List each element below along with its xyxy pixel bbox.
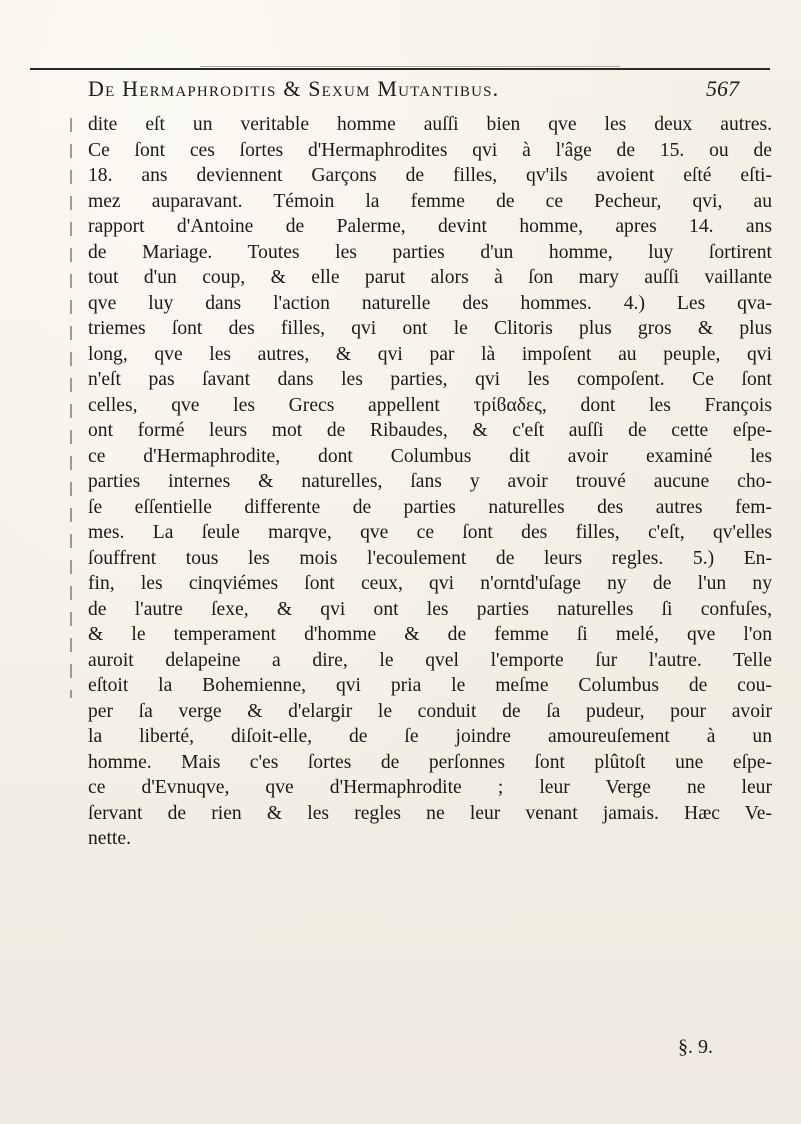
text-line: fin, les cinqviémes ſont ceux, qvi n'orntd'uſage ny de l'un ny (88, 573, 772, 594)
text-line: auroit delapeine a dire, le qvel l'emporte ſur l'autre. Telle (88, 649, 772, 671)
top-border-rule (30, 68, 770, 70)
text-line: per ſa verge & d'elargir le conduit de ſa pudeur, pour avoir (88, 700, 772, 722)
body-text (88, 112, 772, 852)
text-line: & le temperament d'homme & de femme ſi melé, qve l'on (88, 624, 772, 645)
text-line: n'eſt pas ſavant dans les parties, qvi les compoſent. Ce ſont (88, 369, 772, 390)
text-line: ont formé leurs mot de Ribaudes, & c'eſt auſſi de cette eſpe- (88, 420, 772, 441)
text-line: la liberté, diſoit-elle, de ſe joindre amoureuſement à un (88, 726, 772, 747)
text-line: 18. ans deviennent Garçons de filles, qv'ils avoient eſté eſti- (88, 165, 772, 186)
left-margin-shadow (70, 118, 72, 698)
text-line: celles, qve les Grecs appellent τρίϐαδες, dont les François (88, 394, 772, 416)
text-line: tout d'un coup, & elle parut alors à ſon mary auſſi vaillante (88, 267, 772, 288)
text-line: triemes ſont des filles, qvi ont le Clitoris plus gros & plus (88, 318, 772, 339)
text-line: parties internes & naturelles, ſans y avoir trouvé aucune cho- (88, 471, 772, 492)
text-line: eſtoit la Bohemienne, qvi pria le meſme Columbus de cou- (88, 675, 772, 696)
text-line: dite eſt un veritable homme auſſi bien qve les deux autres. (88, 114, 772, 135)
running-head: De Hermaphroditis & Sexum Mutantibus. (88, 76, 500, 101)
page-number: 567 (706, 76, 739, 101)
top-border-rule-faint (200, 66, 620, 67)
text-line: ſouffrent tous les mois l'ecoulement de leurs regles. 5.) En- (88, 547, 772, 569)
catchword: §. 9. (678, 1036, 713, 1058)
text-line: qve luy dans l'action naturelle des hommes. 4.) Les qva- (88, 292, 772, 314)
text-line: homme. Mais c'es ſortes de perſonnes ſont plûtoſt une eſpe- (88, 751, 772, 773)
text-line: mez auparavant. Témoin la femme de ce Pecheur, qvi, au (88, 190, 772, 212)
text-line: de l'autre ſexe, & qvi ont les parties naturelles ſi confuſes, (88, 598, 772, 620)
text-line: Ce ſont ces ſortes d'Hermaphrodites qvi à l'âge de 15. ou de (88, 139, 772, 161)
page-header (60, 74, 780, 108)
text-line: ce d'Hermaphrodite, dont Columbus dit avoir examiné les (88, 445, 772, 467)
text-line: ſervant de rien & les regles ne leur venant jamais. Hæc Ve- (88, 802, 772, 824)
text-line: long, qve les autres, & qvi par là impoſent au peuple, qvi (88, 343, 772, 365)
text-line: nette. (88, 828, 131, 849)
text-line: de Mariage. Toutes les parties d'un homme, luy ſortirent (88, 241, 772, 263)
text-line: ce d'Evnuqve, qve d'Hermaphrodite ; leur Verge ne leur (88, 777, 772, 798)
text-line: rapport d'Antoine de Palerme, devint homme, apres 14. ans (88, 216, 772, 237)
text-line: mes. La ſeule marqve, qve ce ſont des filles, c'eſt, qv'elles (88, 522, 772, 543)
text-line: ſe eſſentielle differente de parties naturelles des autres fem- (88, 496, 772, 518)
